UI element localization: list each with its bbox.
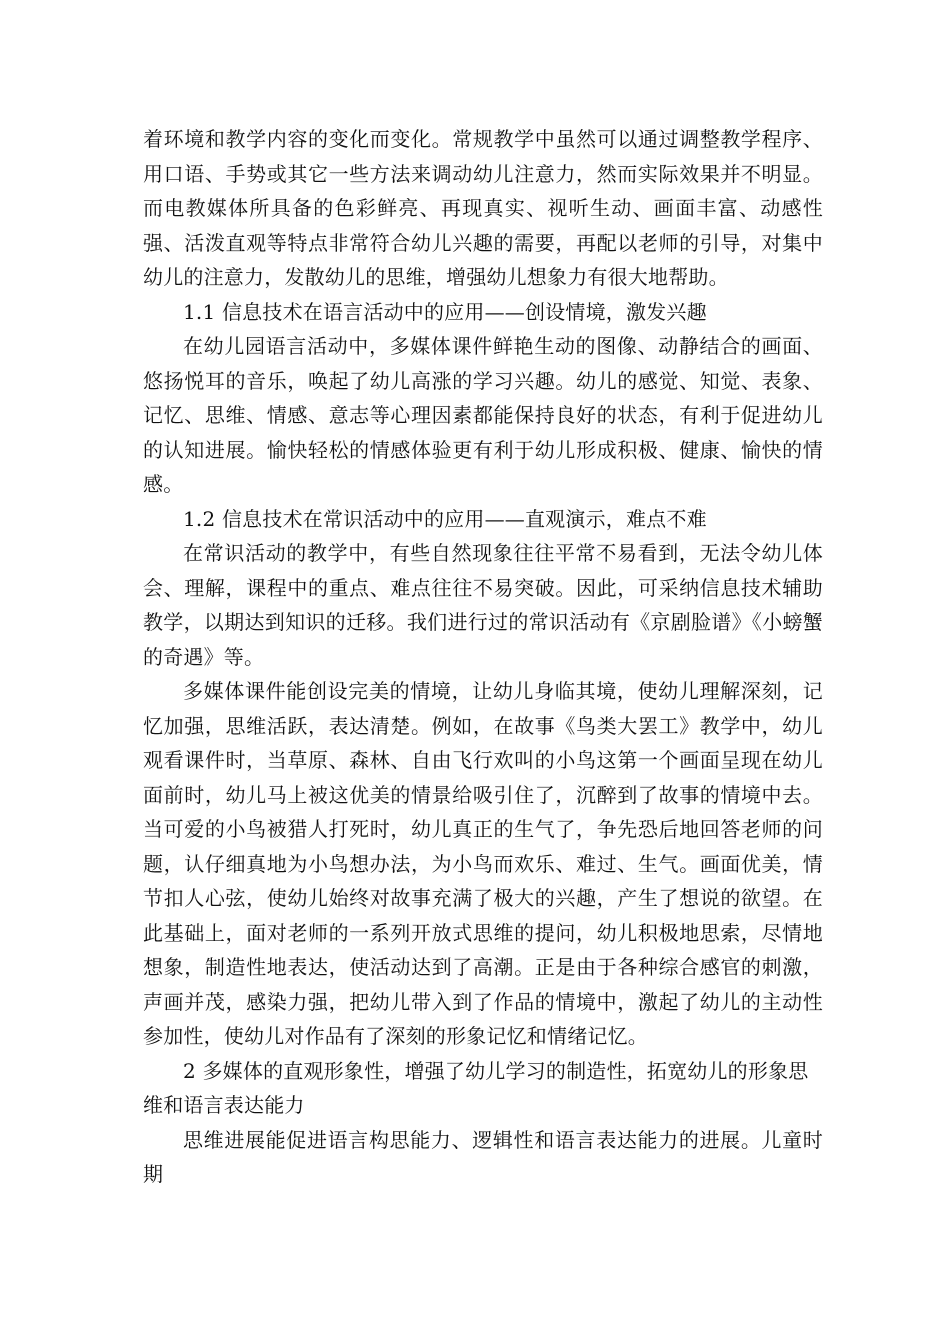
section-heading-1-2: 1.2 信息技术在常识活动中的应用——直观演示，难点不难 xyxy=(183,506,707,531)
section-heading-1-1: 1.1 信息技术在语言活动中的应用——创设情境，激发兴趣 xyxy=(183,299,707,324)
body-paragraph-4: 多媒体课件能创设完美的情境，让幼儿身临其境，使幼儿理解深刻，记忆加强，思维活跃，表达清楚。例如，在故事《鸟类大罢工》教学中，幼儿观看课件时，当草原、森林、自由飞行欢叫的小鸟这第一个画面呈现在幼儿面前时，幼儿马上被这优美的情景给吸引住了，沉醉到了故事的情境中去。当可爱的小鸟被猎人打死时，幼儿真正的生气了，争先恐后地回答老师的问题，认仔细真地为小鸟想办法，为小鸟而欢乐、难过、生气。画面优美，情节扣人心弦，使幼儿始终对故事充满了极大的兴趣，产生了想说的欲望。在此基础上，面对老师的一系列开放式思维的提问，幼儿积极地思索，尽情地想象，制造性地表达，使活动达到了高潮。正是由于各种综合感官的刺激，声画并茂，感染力强，把幼儿带入到了作品的情境中，激起了幼儿的主动性参加性，使幼儿对作品有了深刻的形象记忆和情绪记忆。 xyxy=(143,679,823,1048)
body-paragraph-3: 在常识活动的教学中，有些自然现象往往平常不易看到，无法令幼儿体会、理解，课程中的重点、难点往往不易突破。因此，可采纳信息技术辅助教学，以期达到知识的迁移。我们进行过的常识活动有《京剧脸谱》《小螃蟹的奇遇》等。 xyxy=(143,541,823,669)
body-paragraph-5: 思维进展能促进语言构思能力、逻辑性和语言表达能力的进展。儿童时期 xyxy=(143,1127,823,1186)
body-paragraph-2: 在幼儿园语言活动中，多媒体课件鲜艳生动的图像、动静结合的画面、悠扬悦耳的音乐，唤起了幼儿高涨的学习兴趣。幼儿的感觉、知觉、表象、记忆、思维、情感、意志等心理因素都能保持良好的状态，有利于促进幼儿的认知进展。愉快轻松的情感体验更有利于幼儿形成积极、健康、愉快的情感。 xyxy=(143,334,823,496)
section-heading-2: 2 多媒体的直观形象性，增强了幼儿学习的制造性，拓宽幼儿的形象思维和语言表达能力 xyxy=(143,1058,809,1117)
document-page xyxy=(143,122,823,1192)
body-paragraph-1: 着环境和教学内容的变化而变化。常规教学中虽然可以通过调整教学程序、用口语、手势或其它一些方法来调动幼儿注意力，然而实际效果并不明显。而电教媒体所具备的色彩鲜亮、再现真实、视听生动、画面丰富、动感性强、活泼直观等特点非常符合幼儿兴趣的需要，再配以老师的引导，对集中幼儿的注意力，发散幼儿的思维，增强幼儿想象力有很大地帮助。 xyxy=(143,127,823,289)
